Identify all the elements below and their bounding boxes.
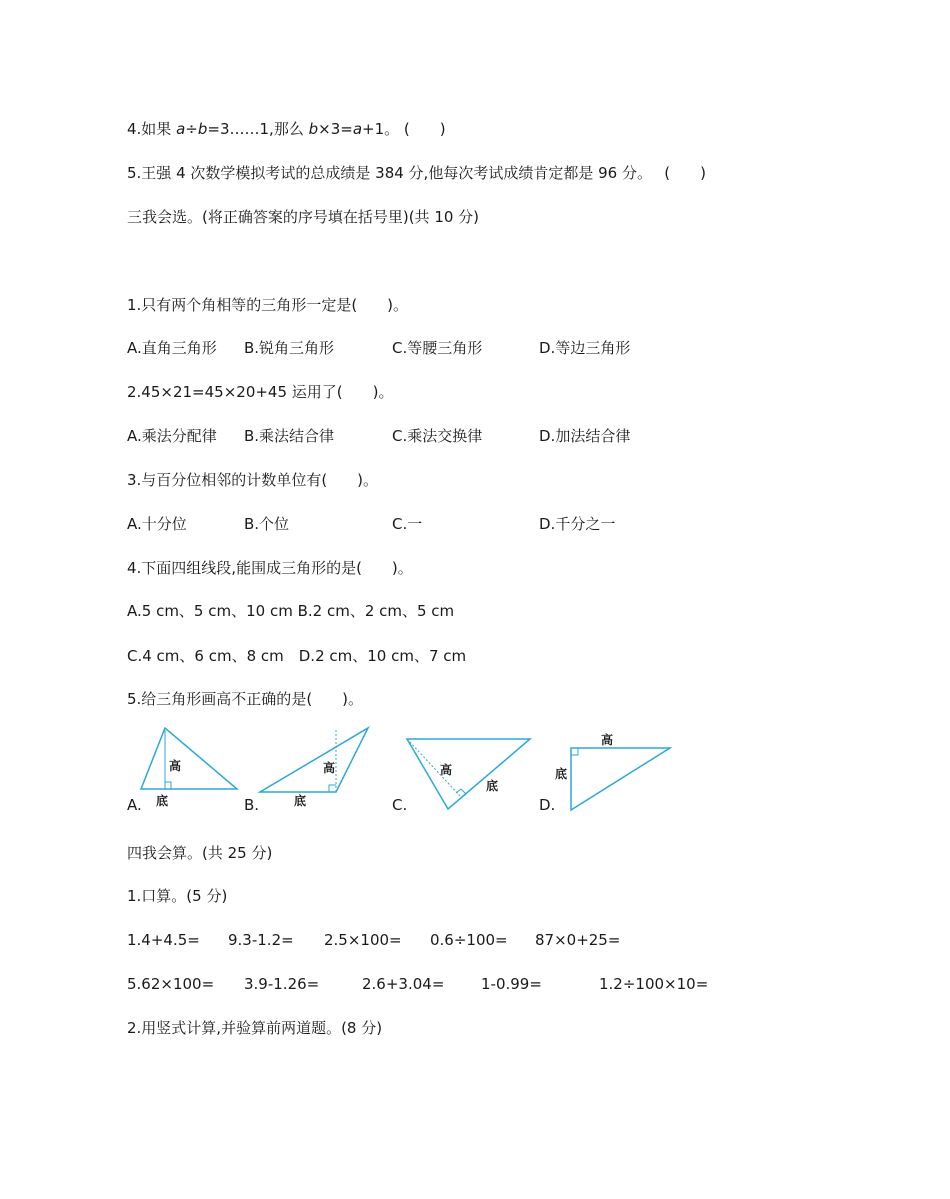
figure-label-d: D. bbox=[539, 796, 556, 814]
base-label: 底 bbox=[555, 767, 568, 781]
option-a: A.十分位 bbox=[127, 515, 187, 533]
right-angle-mark bbox=[456, 789, 466, 798]
calc-item: 3.9-1.26= bbox=[244, 975, 320, 993]
tf-q4-text: +1。 ( ) bbox=[362, 120, 446, 138]
tf-q4-num: 4.如果 bbox=[127, 120, 177, 138]
options-line-1: A.5 cm、5 cm、10 cm B.2 cm、2 cm、5 cm bbox=[127, 602, 455, 620]
calc-item: 87×0+25= bbox=[535, 931, 621, 949]
right-angle-mark bbox=[329, 785, 336, 792]
tf-question-5: 5.王强 4 次数学模拟考试的总成绩是 384 分,他每次考试成绩肯定都是 96 分。 ( ) bbox=[127, 164, 706, 182]
tf-q4-text: ×3= bbox=[318, 120, 353, 138]
triangle-c bbox=[407, 739, 530, 809]
vertical-calc-question: 2.用竖式计算,并验算前两道题。(8 分) bbox=[127, 1019, 383, 1037]
option-a: A.直角三角形 bbox=[127, 339, 217, 357]
right-angle-mark bbox=[165, 782, 171, 789]
calc-item: 2.5×100= bbox=[324, 931, 402, 949]
triangle-figure-a bbox=[138, 726, 242, 812]
section-3-title: 三我会选。(将正确答案的序号填在括号里)(共 10 分) bbox=[127, 208, 480, 226]
option-d: D.等边三角形 bbox=[539, 339, 631, 357]
mc-question-1: 1.只有两个角相等的三角形一定是( )。 bbox=[127, 296, 409, 314]
mc-question-2: 2.45×21=45×20+45 运用了( )。 bbox=[127, 383, 394, 401]
option-b: B.乘法结合律 bbox=[244, 427, 335, 445]
option-c: C.等腰三角形 bbox=[392, 339, 483, 357]
option-b: B.锐角三角形 bbox=[244, 339, 335, 357]
height-label: 高 bbox=[440, 763, 453, 777]
calc-item: 2.6+3.04= bbox=[362, 975, 445, 993]
figure-label-b: B. bbox=[244, 796, 260, 814]
triangle-figure-c bbox=[404, 736, 534, 812]
height-label: 高 bbox=[601, 733, 614, 747]
triangle-a bbox=[141, 728, 237, 789]
tf-q4-text: =3……1,那么 bbox=[207, 120, 309, 138]
height-label: 高 bbox=[323, 761, 336, 775]
var-a: a bbox=[176, 120, 186, 138]
option-c: C.一 bbox=[392, 515, 423, 533]
mc-question-3: 3.与百分位相邻的计数单位有( )。 bbox=[127, 471, 379, 489]
height-line-c bbox=[407, 739, 462, 798]
triangle-figure-b bbox=[256, 726, 372, 812]
calc-item: 5.62×100= bbox=[127, 975, 215, 993]
triangle-d bbox=[571, 748, 670, 810]
calc-item: 9.3-1.2= bbox=[228, 931, 294, 949]
option-b: B.个位 bbox=[244, 515, 290, 533]
var-b: b bbox=[197, 120, 208, 138]
figure-label-c: C. bbox=[392, 796, 408, 814]
option-d: D.千分之一 bbox=[539, 515, 616, 533]
base-label: 底 bbox=[486, 779, 499, 793]
options-line-2: C.4 cm、6 cm、8 cm D.2 cm、10 cm、7 cm bbox=[127, 647, 467, 665]
option-c: C.乘法交换律 bbox=[392, 427, 483, 445]
right-angle-mark bbox=[571, 748, 578, 755]
calc-item: 1-0.99= bbox=[481, 975, 542, 993]
var-b: b bbox=[308, 120, 319, 138]
calc-item: 0.6÷100= bbox=[430, 931, 508, 949]
tf-q4-op: ÷ bbox=[185, 120, 198, 138]
mc-question-4: 4.下面四组线段,能围成三角形的是( )。 bbox=[127, 559, 413, 577]
option-a: A.乘法分配律 bbox=[127, 427, 217, 445]
calc-item: 1.4+4.5= bbox=[127, 931, 200, 949]
option-d: D.加法结合律 bbox=[539, 427, 631, 445]
height-label: 高 bbox=[169, 759, 182, 773]
mc-question-5: 5.给三角形画高不正确的是( )。 bbox=[127, 690, 364, 708]
calc-item: 1.2÷100×10= bbox=[599, 975, 709, 993]
section-4-title: 四我会算。(共 25 分) bbox=[127, 844, 273, 862]
triangle-figure-d bbox=[553, 726, 675, 812]
oral-calc-question: 1.口算。(5 分) bbox=[127, 887, 228, 905]
tf-question-4 bbox=[127, 119, 446, 139]
triangle-b bbox=[260, 728, 368, 792]
var-a: a bbox=[352, 120, 363, 138]
figure-label-a: A. bbox=[127, 796, 142, 814]
base-label: 底 bbox=[294, 794, 307, 808]
base-label: 底 bbox=[156, 794, 169, 808]
